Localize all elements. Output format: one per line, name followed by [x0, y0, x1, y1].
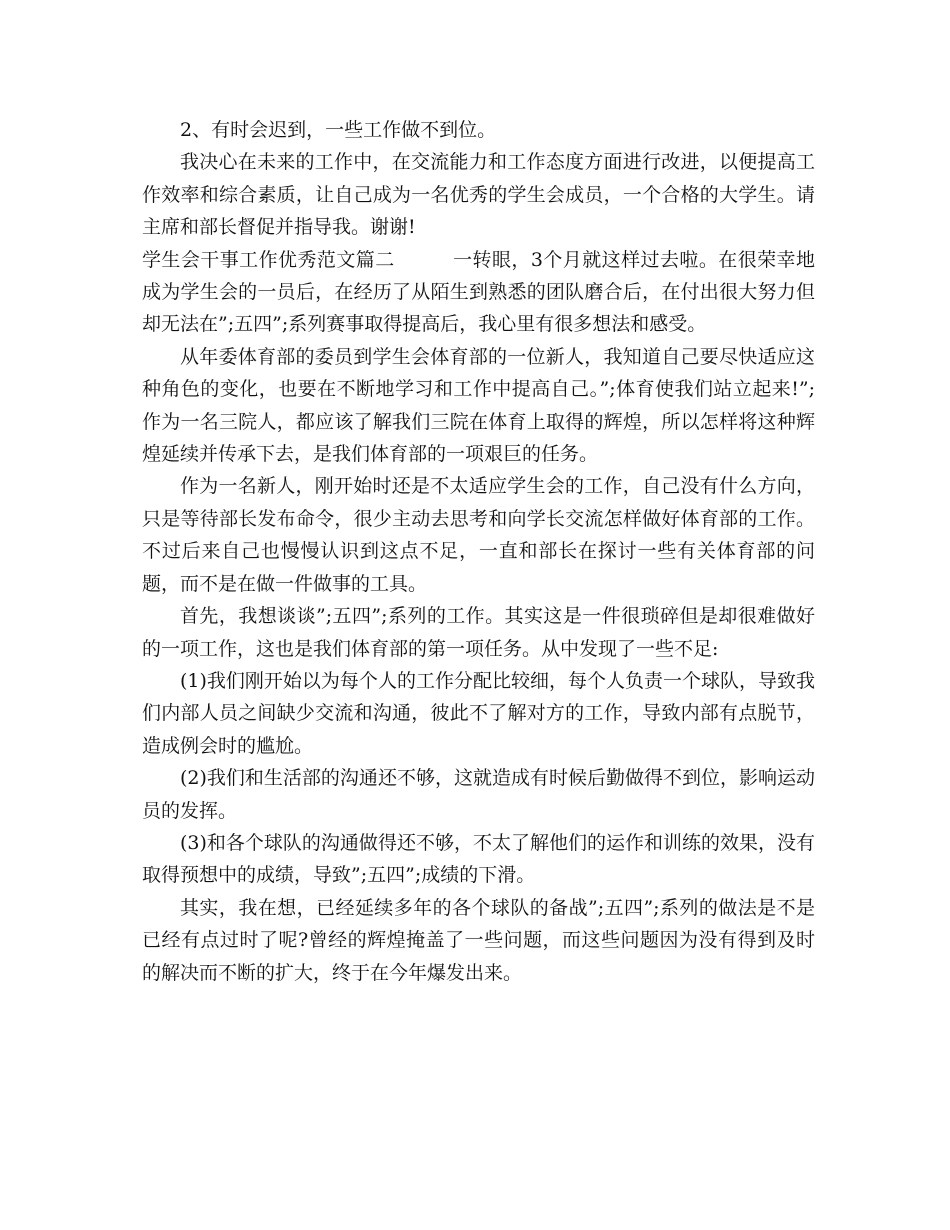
list-item-3: (3)和各个球队的沟通做得还不够，不太了解他们的运作和训练的效果，没有取得预想中的成绩，导致”;五四”;成绩的下滑。	[142, 831, 815, 887]
paragraph-newcomer: 作为一名新人，刚开始时还是不太适应学生会的工作，自己没有什么方向，只是等待部长发布命令，很少主动去思考和向学长交流怎样做好体育部的工作。不过后来自己也慢慢认识到这点不足，一直和部长在探讨一些有关体育部的问题，而不是在做一件做事的工具。	[142, 475, 815, 595]
paragraph-role-change: 从年委体育部的委员到学生会体育部的一位新人，我知道自己要尽快适应这种角色的变化，也要在不断地学习和工作中提高自己。”;体育使我们站立起来!”;作为一名三院人，都应该了解我们三院在体育上取得的辉煌，所以怎样将这种辉煌延续并传承下去，是我们体育部的一项艰巨的任务。	[142, 345, 815, 466]
section-title: 学生会干事工作优秀范文篇二	[142, 248, 395, 271]
paragraph-first-task: 首先，我想谈谈”;五四”;系列的工作。其实这是一件很琐碎但是却很难做好的一项工作，这也是我们体育部的第一项任务。从中发现了一些不足:	[142, 605, 815, 660]
list-item-1: (1)我们刚开始以为每个人的工作分配比较细，每个人负责一个球队，导致我们内部人员之间缺少交流和沟通，彼此不了解对方的工作，导致内部有点脱节，造成例会时的尴尬。	[142, 669, 815, 757]
list-item-2: (2)我们和生活部的沟通还不够，这就造成有时候后勤做得不到位，影响运动员的发挥。	[142, 767, 815, 822]
paragraph-reflection: 其实，我在想，已经延续多年的各个球队的备战”;五四”;系列的做法是不是已经有点过时了呢?曾经的辉煌掩盖了一些问题，而这些问题因为没有得到及时的解决而不断的扩大，终于在今年爆发出来。	[142, 896, 815, 984]
document-body	[142, 114, 815, 989]
paragraph-resolution: 我决心在未来的工作中，在交流能力和工作态度方面进行改进，以便提高工作效率和综合素质，让自己成为一名优秀的学生会成员，一个合格的大学生。请主席和部长督促并指导我。谢谢!	[142, 151, 815, 239]
paragraph-shortcomings-item-2: 2、有时会迟到，一些工作做不到位。	[180, 119, 497, 141]
section-2-opening	[142, 244, 815, 341]
section-intro: 一转眼，3个月就这样过去啦。在很荣幸地成为学生会的一员后，在经历了从陌生到熟悉的团队磨合后，在付出很大努力但却无法在”;五四”;系列赛事取得提高后，我心里有很多想法和感受。	[142, 248, 815, 336]
